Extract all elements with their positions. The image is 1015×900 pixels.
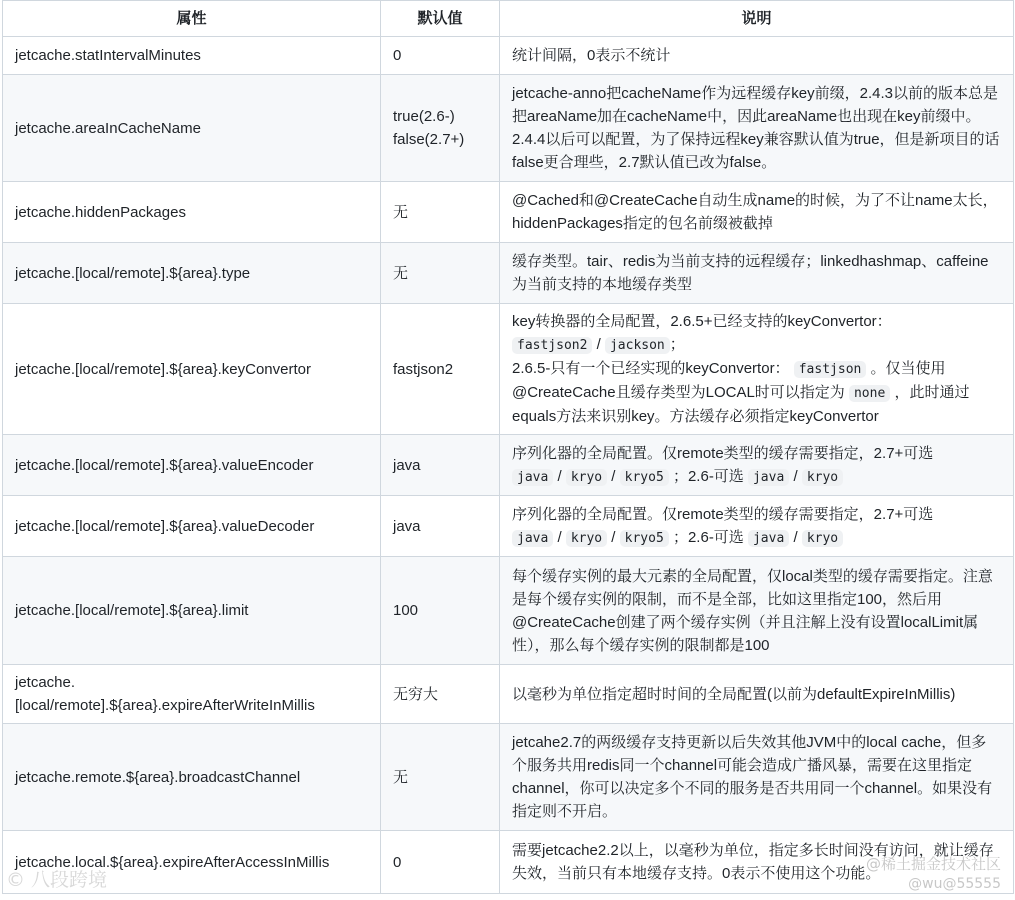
inline-code: java [748,469,789,486]
default-value-line: 0 [393,853,402,871]
table-row [3,304,1014,435]
property-cell: jetcache.[local/remote].${area}.valueEncoder [3,435,381,496]
description-text: / [607,467,620,485]
description-text: 以毫秒为单位指定超时时间的全局配置(以前为defaultExpireInMillis) [512,685,956,703]
property-cell: jetcache.[local/remote].${area}.valueDecoder [3,496,381,557]
description-text: 2.6.5-只有一个已经实现的keyConvertor： [512,360,794,377]
description-text: 需要jetcache2.2以上，以毫秒为单位，指定多长时间没有访问，就让缓存失效，当前只有本地缓存支持。0表示不使用这个功能。 [512,842,994,882]
description-text: 统计间隔，0表示不统计 [512,47,671,64]
description-text: jetcahe2.7的两级缓存支持更新以后失效其他JVM中的local cache，但多个服务共用redis同一个channel可能会造成广播风暴，需要在这里指定channel，你可以决定多个不同的服务是否共用同一个channel。如果没有指定则不开启。 [512,734,993,820]
description-cell [500,557,1014,665]
table-header [3,1,1014,37]
default-value-cell [381,496,500,557]
table-row [3,724,1014,831]
default-value-cell [381,75,500,182]
inline-code: jackson [605,337,670,354]
property-cell: jetcache.areaInCacheName [3,75,381,182]
description-paragraph [512,683,1001,706]
inline-code: java [512,469,553,486]
header-default-value: 默认值 [381,1,500,37]
inline-code: kryo5 [620,530,669,547]
default-value-cell [381,665,500,724]
description-paragraph [512,250,1001,296]
description-cell [500,724,1014,831]
property-cell: jetcache.local.${area}.expireAfterAccessInMillis [3,831,381,894]
description-text: 序列化器的全局配置。仅remote类型的缓存需要指定，2.7+可选 [512,505,934,523]
description-paragraph [512,465,1001,489]
description-text: ，此时通过equals方法来识别key。方法缓存必须指定keyConvertor [512,384,970,425]
description-text: @Cached和@CreateCache自动生成name的时候，为了不让name太长，hiddenPackages指定的包名前缀被截掉 [512,192,998,232]
default-value-cell [381,37,500,75]
description-cell [500,665,1014,724]
inline-code: java [512,530,553,547]
description-paragraph [512,189,1001,235]
watermark-right-top: @稀土掘金技术社区 [865,855,1001,873]
table-row [3,557,1014,665]
inline-code: fastjson [794,361,867,378]
table-row [3,496,1014,557]
table-row [3,665,1014,724]
watermark-left: © 八段跨境 [6,869,108,891]
description-paragraph [512,503,1001,526]
inline-code: kryo [566,469,607,486]
inline-code: kryo [802,530,843,547]
table-row [3,37,1014,75]
default-value-cell [381,182,500,243]
description-paragraph [512,565,1001,657]
description-paragraph [512,731,1001,823]
description-paragraph [512,310,1001,333]
description-text: ； [669,336,685,353]
description-paragraph [512,357,1001,428]
property-cell: jetcache.statIntervalMinutes [3,37,381,75]
description-text: 。仅当使用@CreateCache且缓存类型为LOCAL时可以指定为 [512,360,946,401]
header-row [3,1,1014,37]
description-text: / [607,528,620,546]
description-text: 序列化器的全局配置。仅remote类型的缓存需要指定，2.7+可选 [512,444,934,462]
header-description: 说明 [500,1,1014,37]
description-text: / [789,467,802,485]
default-value-line: 无穷大 [393,685,439,703]
inline-code: kryo5 [620,469,669,486]
default-value-line: 0 [393,47,402,64]
default-value-cell [381,557,500,665]
inline-code: none [849,385,890,402]
description-paragraph [512,333,1001,357]
description-text: jetcache-anno把cacheName作为远程缓存key前缀，2.4.3以前的版本总是把areaName加在cacheName中，因此areaName也出现在key前缀中。2.4.4以后可以配置，为了保持远程key兼容默认值为true，但是新项目的话false更合理些，2.7默认值已改为false。 [512,85,1000,171]
description-cell [500,182,1014,243]
description-text: / [553,467,566,485]
inline-code: java [748,530,789,547]
table-body [3,37,1014,894]
default-value-cell [381,831,500,894]
property-cell: jetcache.remote.${area}.broadcastChannel [3,724,381,831]
table-row [3,435,1014,496]
description-cell [500,496,1014,557]
description-cell [500,75,1014,182]
default-value-line: 无 [393,203,409,221]
description-text: / [789,528,802,546]
default-value-line: false(2.7+) [393,131,465,148]
description-cell [500,243,1014,304]
description-paragraph [512,44,1001,67]
property-cell: jetcache.[local/remote].${area}.keyConvertor [3,304,381,435]
description-text: / [553,528,566,546]
description-cell [500,831,1014,894]
watermark-right-bottom: @wu@55555 [908,876,1001,892]
default-value-line: fastjson2 [393,360,454,378]
inline-code: kryo [566,530,607,547]
description-paragraph [512,442,1001,465]
config-table [2,0,1014,894]
table-row [3,75,1014,182]
property-cell: jetcache.[local/remote].${area}.type [3,243,381,304]
description-text: ；2.6-可选 [668,528,748,546]
table-row [3,182,1014,243]
description-paragraph [512,526,1001,550]
header-property: 属性 [3,1,381,37]
description-text: / [592,336,605,353]
property-cell: jetcache.hiddenPackages [3,182,381,243]
default-value-line: java [393,456,421,474]
inline-code: fastjson2 [512,337,592,354]
default-value-cell [381,435,500,496]
description-paragraph [512,82,1001,174]
default-value-line: 100 [393,602,419,619]
default-value-cell [381,724,500,831]
default-value-cell [381,304,500,435]
description-cell [500,304,1014,435]
default-value-line: 无 [393,768,409,786]
description-cell [500,37,1014,75]
property-cell: jetcache.[local/remote].${area}.limit [3,557,381,665]
default-value-line: java [393,517,421,535]
default-value-line: 无 [393,264,409,282]
property-cell: jetcache.[local/remote].${area}.expireAfterWriteInMillis [3,665,381,724]
description-cell [500,435,1014,496]
table-row [3,831,1014,894]
description-text: ；2.6-可选 [668,467,748,485]
description-text: key转换器的全局配置，2.6.5+已经支持的keyConvertor： [512,313,892,330]
description-paragraph [512,839,1001,885]
table-row [3,243,1014,304]
default-value-line: true(2.6-) [393,108,455,125]
description-text: 每个缓存实例的最大元素的全局配置，仅local类型的缓存需要指定。注意是每个缓存实例的限制，而不是全部，比如这里指定100，然后用@CreateCache创建了两个缓存实例（并且注解上没有设置localLimit属性），那么每个缓存实例的限制都是100 [512,567,993,654]
description-text: 缓存类型。tair、redis为当前支持的远程缓存；linkedhashmap、caffeine为当前支持的本地缓存类型 [512,253,989,293]
inline-code: kryo [802,469,843,486]
default-value-cell [381,243,500,304]
